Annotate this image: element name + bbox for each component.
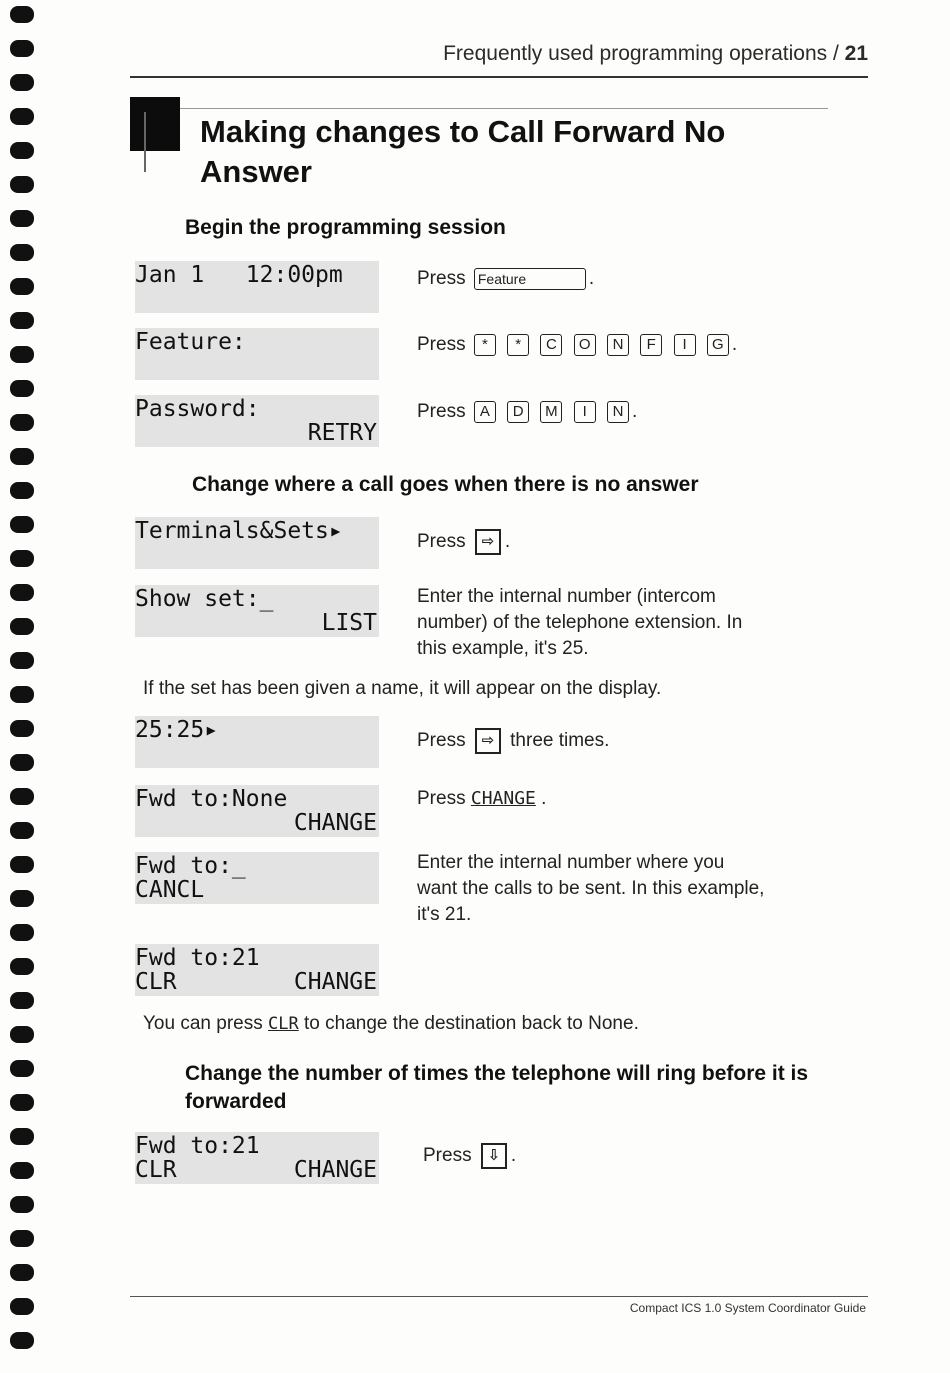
press-label: Press — [417, 531, 466, 553]
binding-ring — [10, 584, 34, 601]
binding-ring — [10, 1196, 34, 1213]
section-heading-ring — [185, 1060, 875, 1116]
change-softkey-ref[interactable]: CHANGE — [470, 788, 536, 809]
note-text: to change the destination back to None. — [298, 1013, 639, 1034]
clr-softkey: CLR — [135, 969, 177, 995]
binding-ring — [10, 924, 34, 941]
dial-key-c[interactable]: C — [540, 334, 562, 356]
note-text: You can press — [143, 1013, 268, 1034]
binding-ring — [10, 788, 34, 805]
note-clear-destination — [143, 1013, 639, 1035]
binding-ring — [10, 516, 34, 533]
lcd-display-6 — [135, 716, 379, 768]
dial-key-n[interactable]: N — [607, 334, 629, 356]
binding-ring — [10, 448, 34, 465]
running-header — [330, 42, 868, 66]
instruction-3: Press A D M I N . — [417, 401, 638, 422]
clr-softkey-ref[interactable]: CLR — [268, 1014, 299, 1034]
binding-ring — [10, 414, 34, 431]
binding-ring — [10, 346, 34, 363]
dial-key-g[interactable]: G — [707, 334, 729, 356]
page-title-line1: Making changes to Call Forward No — [200, 114, 726, 149]
dial-key-m[interactable]: M — [540, 401, 562, 423]
dial-key-f[interactable]: F — [640, 334, 662, 356]
feature-key[interactable]: Feature — [474, 268, 586, 290]
binding-ring — [10, 992, 34, 1009]
page-title-line2: Answer — [200, 154, 312, 189]
binding-ring — [10, 822, 34, 839]
press-label: Press — [417, 401, 466, 422]
dial-key-d[interactable]: D — [507, 401, 529, 423]
binding-ring — [10, 1230, 34, 1247]
binding-ring — [10, 550, 34, 567]
lcd-line1: Terminals&Sets▸ — [135, 518, 343, 544]
binding-ring — [10, 890, 34, 907]
dial-key-star[interactable]: * — [474, 334, 496, 356]
page-title — [200, 112, 840, 192]
section-heading-begin: Begin the programming session — [185, 216, 506, 239]
lcd-display-9 — [135, 944, 379, 996]
dial-key-a[interactable]: A — [474, 401, 496, 423]
retry-softkey: RETRY — [307, 420, 377, 446]
binding-ring — [10, 618, 34, 635]
binding-ring — [10, 1060, 34, 1077]
binding-ring — [10, 856, 34, 873]
dial-key-i[interactable]: I — [574, 401, 596, 423]
binding-ring — [10, 176, 34, 193]
press-label: Press — [417, 788, 466, 809]
title-marker-tick — [144, 112, 146, 172]
lcd-line1: Fwd to:21 — [135, 1133, 260, 1159]
press-label: Press — [417, 730, 466, 752]
lcd-line1: Fwd to:_ — [135, 853, 246, 879]
binding-ring — [10, 6, 34, 23]
binding-ring — [10, 210, 34, 227]
instruction-text: number) of the telephone extension. In — [417, 612, 743, 633]
instruction-1: Press Feature . — [417, 268, 595, 289]
cancel-softkey: CANCL — [135, 877, 205, 903]
press-label: Press — [423, 1145, 472, 1167]
binding-ring — [10, 1162, 34, 1179]
section-heading-change-where: Change where a call goes when there is no answer — [192, 473, 699, 496]
binding-ring — [10, 312, 34, 329]
binding-ring — [10, 1332, 34, 1349]
heading-line: forwarded — [185, 1090, 287, 1113]
down-arrow-icon[interactable]: ⇩ — [481, 1143, 507, 1169]
next-arrow-icon[interactable]: ⇨ — [475, 529, 501, 555]
lcd-display-2 — [135, 328, 379, 380]
dial-key-n[interactable]: N — [607, 401, 629, 423]
instruction-text: it's 21. — [417, 904, 472, 925]
binding-ring — [10, 40, 34, 57]
binding-ring — [10, 720, 34, 737]
change-softkey: CHANGE — [293, 810, 377, 836]
binding-ring — [10, 244, 34, 261]
title-marker — [130, 97, 180, 151]
lcd-line1: 25:25▸ — [135, 717, 219, 743]
lcd-line1: Password: — [135, 396, 260, 422]
binding-ring — [10, 1026, 34, 1043]
lcd-display-8 — [135, 852, 379, 904]
lcd-display-3 — [135, 395, 379, 447]
heading-line: Change the number of times the telephone will ring before it is — [185, 1062, 809, 1085]
instruction-10: Press ⇩ . — [423, 1143, 516, 1169]
list-softkey: LIST — [321, 610, 377, 636]
binding-ring — [10, 1298, 34, 1315]
lcd-line1: Fwd to:None — [135, 786, 288, 812]
binding-ring — [10, 482, 34, 499]
binding-ring — [10, 958, 34, 975]
press-label: Press — [417, 268, 466, 289]
lcd-display-4 — [135, 517, 379, 569]
binding-ring — [10, 108, 34, 125]
instruction-7: Press CHANGE . — [417, 788, 547, 809]
clr-softkey: CLR — [135, 1157, 177, 1183]
binding-ring — [10, 754, 34, 771]
page-number: 21 — [844, 42, 868, 65]
lcd-line1: Feature: — [135, 329, 246, 355]
next-arrow-icon[interactable]: ⇨ — [475, 728, 501, 754]
binding-ring — [10, 1128, 34, 1145]
binding-ring — [10, 686, 34, 703]
spiral-binding — [4, 0, 38, 1373]
instruction-text: this example, it's 25. — [417, 638, 589, 659]
instruction-text: want the calls to be sent. In this example, — [417, 878, 765, 899]
lcd-display-10 — [135, 1132, 379, 1184]
binding-ring — [10, 142, 34, 159]
binding-ring — [10, 1264, 34, 1281]
instruction-5 — [417, 584, 742, 662]
running-title: Frequently used programming operations / — [443, 42, 845, 65]
dial-key-i[interactable]: I — [674, 334, 696, 356]
dial-key-star[interactable]: * — [507, 334, 529, 356]
instruction-4: Press ⇨ . — [417, 529, 510, 555]
instruction-8 — [417, 850, 764, 928]
instruction-text: Enter the internal number (intercom — [417, 586, 716, 607]
instruction-2: Press * * C O N F I G . — [417, 334, 738, 355]
instruction-6 — [417, 728, 609, 754]
lcd-display-5 — [135, 585, 379, 637]
header-rule — [130, 76, 868, 78]
lcd-display-1 — [135, 261, 379, 313]
note-display-name: If the set has been given a name, it will appear on the display. — [143, 678, 662, 699]
binding-ring — [10, 652, 34, 669]
change-softkey: CHANGE — [293, 969, 377, 995]
binding-ring — [10, 380, 34, 397]
lcd-line1: Show set:_ — [135, 586, 274, 612]
footer-text: Compact ICS 1.0 System Coordinator Guide — [629, 1301, 866, 1315]
change-softkey: CHANGE — [293, 1157, 377, 1183]
title-rule — [180, 108, 828, 109]
lcd-display-7 — [135, 785, 379, 837]
dial-key-o[interactable]: O — [574, 334, 596, 356]
footer-rule — [130, 1296, 868, 1297]
instruction-suffix: three times. — [510, 730, 610, 752]
instruction-text: Enter the internal number where you — [417, 852, 725, 873]
binding-ring — [10, 74, 34, 91]
lcd-line1: Jan 1 12:00pm — [135, 262, 343, 288]
press-label: Press — [417, 334, 466, 355]
lcd-line1: Fwd to:21 — [135, 945, 260, 971]
binding-ring — [10, 278, 34, 295]
binding-ring — [10, 1094, 34, 1111]
